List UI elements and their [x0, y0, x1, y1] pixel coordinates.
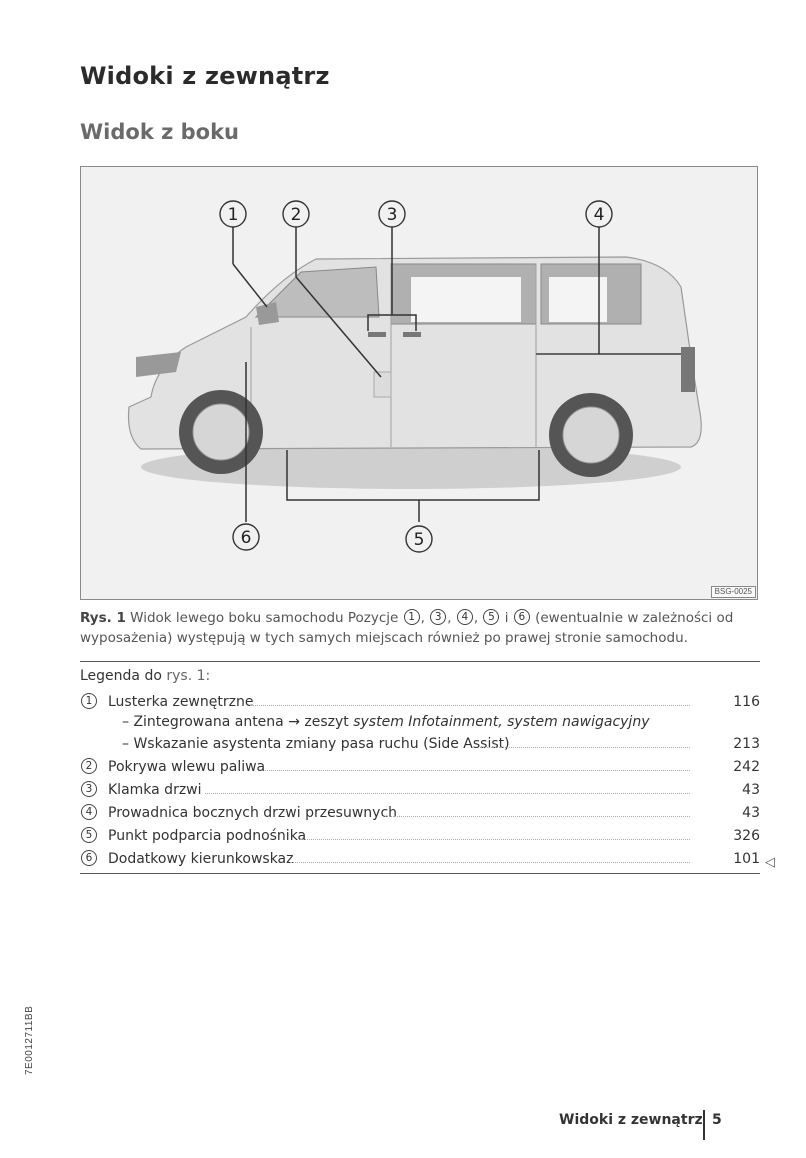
legend-title: Legenda do rys. 1:	[80, 668, 211, 684]
page-ref: 43	[742, 805, 760, 821]
van-illustration	[81, 167, 757, 599]
legend-subitem: – Zintegrowana antena → zeszyt system Infotainment, system nawigacyjny	[122, 714, 650, 730]
document-code: 7E0012711BB	[24, 1005, 35, 1075]
svg-text:6: 6	[240, 528, 252, 548]
divider	[80, 873, 760, 874]
svg-text:5: 5	[413, 530, 425, 550]
svg-text:2: 2	[290, 205, 302, 225]
legend-item: 6 Dodatkowy kierunkowskaz 101	[80, 848, 760, 870]
ref-circle: 1	[404, 609, 420, 625]
legend-item: 2 Pokrywa wlewu paliwa 242	[80, 756, 760, 778]
ref-circle: 3	[430, 609, 446, 625]
svg-text:3: 3	[386, 205, 398, 225]
page-ref: 43	[742, 782, 760, 798]
page-ref: 326	[733, 828, 760, 844]
page-number: 5	[712, 1112, 722, 1128]
figure-caption: Rys. 1 Widok lewego boku samochodu Pozycje 1 , 3 , 4 , 5 i 6 (ewentualnie w zależności od wyposażenia) występują w tych samych miejscach również po prawej stronie samochodu.	[80, 610, 734, 646]
figure-van-side-view	[80, 166, 758, 600]
svg-text:1: 1	[227, 205, 239, 225]
ref-circle: 4	[457, 609, 473, 625]
legend-subitem: – Wskazanie asystenta zmiany pasa ruchu (Side Assist) 213	[80, 733, 760, 755]
divider	[80, 661, 760, 662]
legend-item: 1 Lusterka zewnętrzne 116	[80, 691, 760, 713]
section-subtitle: Widok z boku	[80, 120, 240, 144]
svg-text:4: 4	[593, 205, 605, 225]
page-ref: 116	[733, 694, 760, 710]
page-ref: 101	[733, 851, 760, 867]
footer-divider	[703, 1110, 705, 1140]
legend-item: 5 Punkt podparcia podnośnika 326	[80, 825, 760, 847]
page-ref: 242	[733, 759, 760, 775]
ref-circle: 5	[483, 609, 499, 625]
legend-item: 3 Klamka drzwi 43	[80, 779, 760, 801]
continue-triangle-icon: ◁	[765, 855, 775, 870]
ref-circle: 6	[514, 609, 530, 625]
figure-code: BSG-0025	[711, 586, 756, 598]
page-title: Widoki z zewnątrz	[80, 62, 330, 90]
page-ref: 213	[733, 736, 760, 752]
footer-section-title: Widoki z zewnątrz	[559, 1112, 703, 1128]
caption-label: Rys. 1	[80, 610, 126, 626]
legend-item: 4 Prowadnica bocznych drzwi przesuwnych 43	[80, 802, 760, 824]
